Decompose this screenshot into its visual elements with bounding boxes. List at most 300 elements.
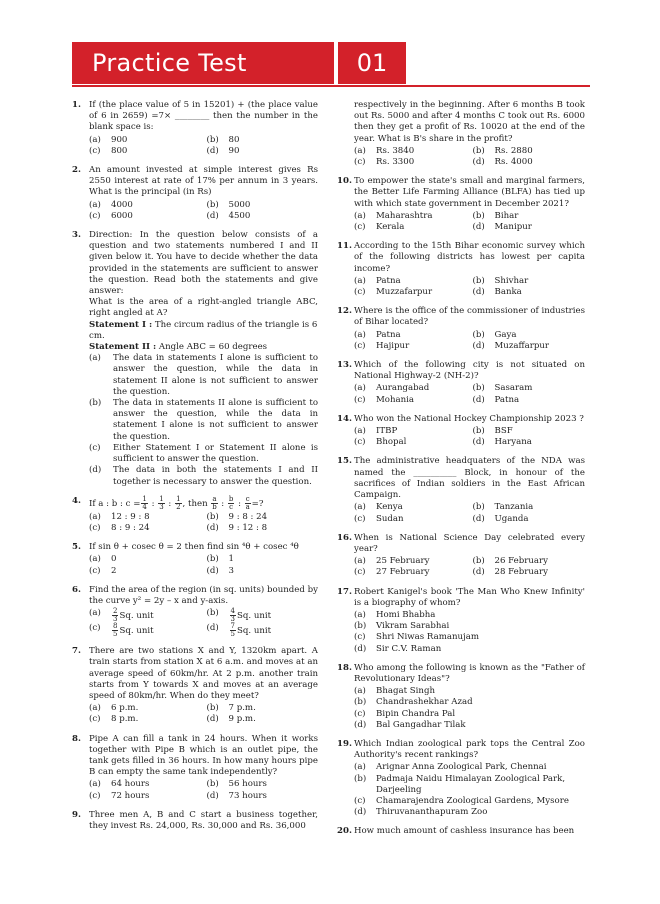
question — [337, 663, 585, 731]
option — [473, 395, 586, 406]
fraction-denominator: 5 — [230, 630, 235, 639]
question-text: Direction: In the question below consists of a question and two statements numbered I and II given below it. You have to decide whether the data provided in the statements are sufficient to answer the question. Read both the statements and give answer: — [89, 230, 318, 297]
option — [89, 566, 201, 577]
option — [89, 554, 201, 565]
option-text: Arignar Anna Zoological Park, Chennai — [376, 762, 547, 773]
option — [89, 779, 201, 790]
option — [473, 222, 586, 233]
question-text: The administrative headquaters of the NDA was named the __________ Block, in honour of the sacrifices of Indian soldiers in the East African Campaign. — [354, 456, 585, 501]
question-number: 6. — [72, 584, 81, 595]
option-text: Sudan — [376, 513, 404, 524]
option-text: Aurangabad — [376, 383, 430, 394]
option — [354, 222, 467, 233]
option — [89, 135, 201, 146]
question-number: 1. — [72, 100, 81, 110]
option-unit: Sq. unit — [119, 611, 154, 622]
option-text: Chandrashekhar Azad — [376, 697, 473, 708]
question-text: Who among the following is known as the "Father of Revolutionary Ideas"? — [354, 662, 585, 684]
statement-1-label: Statement I : — [89, 319, 153, 330]
question-number: 20. — [337, 826, 352, 837]
question — [337, 826, 585, 837]
option-letter: (c) — [89, 623, 101, 634]
options — [89, 135, 318, 157]
question-text: Find the area of the region (in sq. units) bounded by the curve y² = 2y – x and y-axis. — [89, 584, 318, 606]
option-text — [229, 608, 272, 623]
option — [207, 779, 319, 790]
question — [337, 306, 585, 352]
question-text: When is National Science Day celebrated every year? — [354, 532, 585, 554]
question-number: 15. — [337, 456, 352, 467]
left-column — [72, 100, 318, 840]
options — [354, 383, 585, 405]
question-number: 17. — [337, 586, 352, 597]
question — [72, 646, 318, 725]
question — [72, 585, 318, 638]
option — [473, 426, 586, 437]
option-letter: (a) — [354, 329, 366, 340]
question — [337, 739, 585, 818]
option — [89, 791, 201, 802]
option-unit: Sq. unit — [236, 611, 272, 622]
option-letter: (c) — [354, 567, 366, 578]
option-letter: (d) — [206, 790, 219, 801]
option — [354, 341, 467, 352]
option-text: 9 : 8 : 24 — [228, 511, 268, 522]
option-letter: (b) — [206, 134, 219, 145]
question-text: If a : b : c = $\frac{1}{4}$ : $\frac{1}{3}$ : $\frac{1}{2}$ , then $\frac{a}{b}$ : $\frac{b}{c}$ : $\frac{c}{a}$ =? — [89, 494, 264, 511]
option-letter: (c) — [89, 522, 101, 533]
option-letter: (a) — [89, 608, 101, 619]
option-text: Patna — [376, 275, 401, 286]
option-text: 28 February — [494, 567, 548, 578]
option — [473, 502, 586, 513]
option — [354, 644, 585, 655]
option — [354, 426, 467, 437]
option-text: 4500 — [228, 210, 251, 221]
question-text: If (the place value of 5 in 15201) + (the place value of 6 in 2659) =7× ________ then the number in the blank space is: — [89, 100, 318, 133]
question-number: 13. — [337, 360, 352, 371]
option-text: 2 — [111, 565, 117, 576]
option-text — [111, 608, 154, 623]
question-number: 5. — [72, 542, 81, 553]
option-letter: (b) — [206, 703, 219, 714]
option — [354, 556, 467, 567]
options — [89, 608, 318, 638]
question-text: respectively in the beginning. After 6 months B took out Rs. 5000 and after 4 months C took out Rs. 6000 then they get a profit of Rs. 10020 at the end of the year. What is B's share in the profit? — [354, 100, 585, 144]
question-text: Where is the office of the commissioner of industries of Bihar located? — [354, 306, 585, 328]
question-text: Three men A, B and C start a business together, they invest Rs. 24,000, Rs. 30,000 and Rs. 36,000 — [89, 809, 318, 831]
option — [354, 514, 467, 525]
option-letter: (d) — [354, 643, 367, 654]
question — [337, 456, 585, 524]
question-text: According to the 15th Bihar economic survey which of the following districts has lowest per capita income? — [354, 241, 585, 274]
fraction-numerator: 2 — [113, 607, 118, 616]
option — [89, 353, 318, 398]
option-letter: (a) — [89, 779, 101, 790]
fraction-denominator: 5 — [113, 630, 118, 639]
option-text: Either Statement I or Statement II alone is sufficient to answer the question. — [113, 442, 318, 465]
option-text: Rs. 2880 — [494, 145, 533, 156]
option-text: 5000 — [228, 199, 251, 210]
option-text: 6000 — [111, 210, 133, 221]
question-number: 14. — [337, 413, 352, 424]
option-text: Shri Niwas Ramanujam — [376, 632, 479, 643]
question-text: There are two stations X and Y, 1320km apart. A train starts from station X at 6 a.m. and moves at an average speed of 60km/hr. At 2 p.m. another train starts from Y towards X and moves at an average speed of 80km/hr. When do they meet? — [89, 646, 318, 701]
question — [337, 533, 585, 579]
question-text: Which of the following city is not situated on National Highway-2 (NH-2)? — [354, 360, 585, 382]
option — [354, 146, 467, 157]
option-text: ITBP — [376, 426, 398, 437]
question — [337, 176, 585, 233]
option-letter: (d) — [472, 394, 485, 405]
option — [207, 714, 319, 725]
question-text: Which Indian zoological park tops the Central Zoo Authority's recent rankings? — [354, 738, 585, 761]
fraction-numerator: 1 — [142, 494, 147, 503]
option — [354, 437, 467, 448]
option — [354, 383, 467, 394]
question-ask: What is the area of a right-angled triangle ABC, right angled at A? — [89, 297, 318, 319]
option — [354, 762, 585, 773]
option-text: 900 — [111, 134, 128, 145]
option — [207, 703, 319, 714]
option — [354, 621, 585, 632]
question — [72, 165, 318, 222]
question-number: 7. — [72, 646, 81, 657]
option-text: 7 p.m. — [228, 703, 256, 714]
option-unit: Sq. unit — [119, 626, 154, 637]
statement-2-text: Angle ABC = 60 degrees — [158, 342, 268, 353]
option — [473, 514, 586, 525]
option — [354, 157, 467, 168]
option-text: 8 : 9 : 24 — [111, 522, 150, 533]
options — [354, 211, 585, 233]
fraction — [230, 608, 236, 623]
option-letter: (a) — [89, 199, 101, 210]
question — [72, 230, 318, 488]
option-text: Bal Gangadhar Tilak — [376, 719, 466, 730]
option-text: 73 hours — [228, 790, 267, 801]
option-letter: (a) — [354, 275, 366, 286]
option-letter: (d) — [206, 714, 219, 725]
question-text-part: If a : b : c = — [89, 498, 141, 509]
option-text: Vikram Sarabhai — [376, 621, 450, 632]
statement-1 — [89, 320, 318, 342]
option — [89, 523, 201, 534]
option-text — [229, 623, 272, 638]
option-letter: (c) — [354, 513, 366, 524]
question-number: 12. — [337, 306, 352, 317]
option-letter: (b) — [472, 145, 485, 156]
option-letter: (b) — [472, 210, 485, 221]
question-text: Robert Kanigel's book 'The Man Who Knew Infinity' is a biography of whom? — [354, 586, 585, 608]
option — [207, 512, 319, 523]
option-text: Rs. 4000 — [494, 157, 533, 168]
option — [473, 341, 586, 352]
option-text: Bhagat Singh — [376, 686, 435, 697]
option-text: 90 — [228, 145, 240, 156]
fraction-denominator: 2 — [176, 502, 181, 511]
option — [207, 608, 319, 623]
option-text: Homi Bhabha — [376, 609, 436, 620]
option-text: The data in statements II alone is sufficient to answer the question, while the data in statement I alone is not sufficient to answer the question. — [113, 398, 318, 442]
option-text: BSF — [494, 426, 513, 437]
option-letter: (b) — [472, 556, 485, 567]
statement-2 — [89, 342, 318, 353]
option-unit: Sq. unit — [236, 626, 272, 637]
options — [354, 330, 585, 352]
option-letter: (c) — [89, 790, 101, 801]
option-letter: (c) — [354, 340, 366, 351]
option — [473, 276, 586, 287]
option — [354, 610, 585, 621]
option-text: 9 p.m. — [228, 714, 256, 725]
option — [89, 465, 318, 487]
question-number: 3. — [72, 230, 81, 241]
option-text: 72 hours — [111, 790, 150, 801]
option-text: 4000 — [111, 199, 133, 210]
option-letter: (c) — [89, 210, 101, 221]
option-letter: (a) — [354, 609, 366, 620]
option — [354, 567, 467, 578]
option-letter: (d) — [472, 222, 485, 233]
option-letter: (d) — [354, 719, 367, 730]
question-number: 19. — [337, 738, 352, 749]
option — [354, 686, 585, 697]
option-text: 12 : 9 : 8 — [111, 511, 150, 522]
question-text: To empower the state's small and marginal farmers, the Better Life Farming Alliance (BLFA) has tied up with which state government in December 2021? — [354, 176, 585, 209]
option — [354, 807, 585, 818]
option-letter: (d) — [206, 565, 219, 576]
question — [337, 100, 585, 168]
option — [354, 502, 467, 513]
option-text: 800 — [111, 145, 128, 156]
question — [72, 100, 318, 157]
options — [89, 779, 318, 801]
fraction-denominator: 3 — [230, 615, 235, 624]
option-text: Mohania — [376, 394, 415, 405]
question-text: Who won the National Hockey Championship 2023 ? — [354, 413, 584, 424]
option-text — [111, 623, 154, 638]
option-letter: (c) — [354, 708, 366, 719]
option-text: Chamarajendra Zoological Gardens, Mysore — [376, 795, 569, 806]
fraction — [158, 496, 164, 511]
option-text: 8 p.m. — [111, 714, 139, 725]
option-text: 6 p.m. — [111, 703, 139, 714]
option-text: Manipur — [494, 222, 532, 233]
option-letter: (b) — [354, 621, 367, 632]
option-text: Muzaffarpur — [494, 340, 549, 351]
option-text: 0 — [111, 554, 117, 565]
fraction-denominator: b — [212, 502, 217, 511]
option — [473, 567, 586, 578]
option-letter: (c) — [89, 442, 101, 453]
option-text: Bipin Chandra Pal — [376, 708, 456, 719]
option-letter: (d) — [206, 623, 219, 634]
option — [207, 623, 319, 638]
option-text: Patna — [376, 329, 401, 340]
options — [354, 146, 585, 168]
statement-2-label: Statement II : — [89, 342, 157, 353]
option — [473, 437, 586, 448]
fraction-denominator: 3 — [159, 502, 164, 511]
option — [354, 330, 467, 341]
option-letter: (d) — [472, 340, 485, 351]
option — [354, 720, 585, 731]
fraction-numerator: 7 — [230, 622, 235, 631]
question-number: 10. — [337, 176, 352, 187]
option-text: Kerala — [376, 222, 405, 233]
option-letter: (b) — [206, 779, 219, 790]
option — [354, 709, 585, 720]
option-letter: (a) — [354, 762, 366, 773]
statement-1-text: The circum radius of the triangle is 6 cm. — [89, 319, 318, 341]
question-number: 8. — [72, 733, 81, 744]
options — [354, 426, 585, 448]
option-letter: (d) — [472, 513, 485, 524]
option-text: 56 hours — [228, 779, 267, 790]
options — [89, 512, 318, 534]
option-letter: (b) — [472, 383, 485, 394]
option-letter: (c) — [354, 437, 366, 448]
option-text: Rs. 3840 — [376, 145, 415, 156]
option-letter: (c) — [354, 222, 366, 233]
options — [354, 556, 585, 578]
option — [89, 714, 201, 725]
option-letter: (c) — [354, 157, 366, 168]
option — [207, 146, 319, 157]
options — [354, 502, 585, 524]
fraction-numerator: 8 — [113, 622, 118, 631]
option-letter: (a) — [354, 686, 366, 697]
header-title: Practice Test — [72, 42, 334, 84]
option — [354, 774, 585, 796]
page-header — [72, 42, 388, 84]
option-letter: (b) — [354, 773, 367, 784]
right-column — [337, 100, 585, 846]
option — [473, 287, 586, 298]
options — [89, 554, 318, 576]
option — [207, 200, 319, 211]
option-text: Banka — [494, 287, 522, 298]
option — [89, 146, 201, 157]
options — [354, 686, 585, 731]
question — [72, 810, 318, 832]
option-text: Uganda — [494, 513, 529, 524]
option-text: Padmaja Naidu Himalayan Zoological Park, Darjeeling — [376, 773, 566, 795]
option-letter: (a) — [89, 134, 101, 145]
option-text: 80 — [228, 134, 240, 145]
option-letter: (a) — [89, 511, 101, 522]
fraction-numerator: c — [245, 494, 250, 503]
option — [473, 556, 586, 567]
question — [337, 587, 585, 655]
option-letter: (d) — [472, 157, 485, 168]
option-letter: (a) — [89, 353, 101, 364]
options — [89, 200, 318, 222]
fraction-denominator: c — [229, 502, 234, 511]
options — [354, 276, 585, 298]
fraction-numerator: 1 — [159, 494, 164, 503]
option-letter: (b) — [206, 199, 219, 210]
option-text: Bhopal — [376, 437, 407, 448]
fraction-denominator: a — [245, 502, 250, 511]
option-letter: (d) — [89, 465, 102, 476]
option-letter: (c) — [89, 565, 101, 576]
option-text: Haryana — [494, 437, 532, 448]
option-text: Rs. 3300 — [376, 157, 415, 168]
option-letter: (d) — [472, 437, 485, 448]
option-text: 27 February — [376, 567, 430, 578]
option-letter: (a) — [354, 426, 366, 437]
option — [89, 623, 201, 638]
question — [72, 496, 318, 534]
option — [89, 703, 201, 714]
option-text: Gaya — [494, 329, 517, 340]
option — [89, 211, 201, 222]
option-letter: (d) — [206, 210, 219, 221]
option — [354, 632, 585, 643]
fraction — [211, 496, 217, 511]
question-text: Pipe A can fill a tank in 24 hours. When it works together with Pipe B which is an outlet pipe, the tank gets filled in 36 hours. In how many hours pipe B can empty the same tank independently? — [89, 733, 318, 778]
option — [473, 330, 586, 341]
question-number: 4. — [72, 495, 81, 506]
option-letter: (d) — [206, 522, 219, 533]
fraction — [230, 623, 236, 638]
option-text: The data in both the statements I and II together is necessary to answer the question. — [113, 465, 318, 487]
option-letter: (c) — [89, 714, 101, 725]
option-text: 9 : 12 : 8 — [228, 522, 268, 533]
option — [89, 200, 201, 211]
option-letter: (a) — [354, 556, 366, 567]
option-letter: (d) — [206, 145, 219, 156]
fraction — [175, 496, 181, 511]
option-letter: (a) — [354, 210, 366, 221]
option-letter: (d) — [472, 287, 485, 298]
option-letter: (a) — [354, 502, 366, 513]
option-letter: (c) — [354, 287, 366, 298]
option — [473, 211, 586, 222]
option-letter: (c) — [354, 632, 366, 643]
option-letter: (b) — [472, 275, 485, 286]
option — [354, 796, 585, 807]
option-letter: (a) — [354, 383, 366, 394]
fraction-denominator: 4 — [142, 502, 147, 511]
question-text: If sin θ + cosec θ = 2 then find sin ⁴θ + cosec ⁴θ — [89, 542, 299, 553]
option — [354, 211, 467, 222]
option-text: 26 February — [494, 556, 548, 567]
option-letter: (d) — [354, 807, 367, 818]
options — [354, 762, 585, 818]
option — [89, 512, 201, 523]
option — [207, 554, 319, 565]
option-text: 3 — [228, 565, 234, 576]
option-text: 1 — [228, 554, 234, 565]
fraction-numerator: b — [228, 494, 234, 503]
option-letter: (c) — [354, 795, 366, 806]
question-text-part: =? — [251, 498, 264, 509]
options — [89, 703, 318, 725]
option-text: Shivhar — [494, 275, 529, 286]
fraction — [141, 496, 147, 511]
question-text: An amount invested at simple interest gives Rs 2550 interest at rate of 17% per annum in 3 years. What is the principal (in Rs) — [89, 165, 318, 198]
option — [89, 608, 201, 623]
option-text: Hajipur — [376, 340, 410, 351]
option-text: Patna — [494, 394, 520, 405]
option — [207, 211, 319, 222]
option-text: Tanzania — [494, 502, 534, 513]
option-text: Muzzafarpur — [376, 287, 433, 298]
option-letter: (a) — [89, 703, 101, 714]
